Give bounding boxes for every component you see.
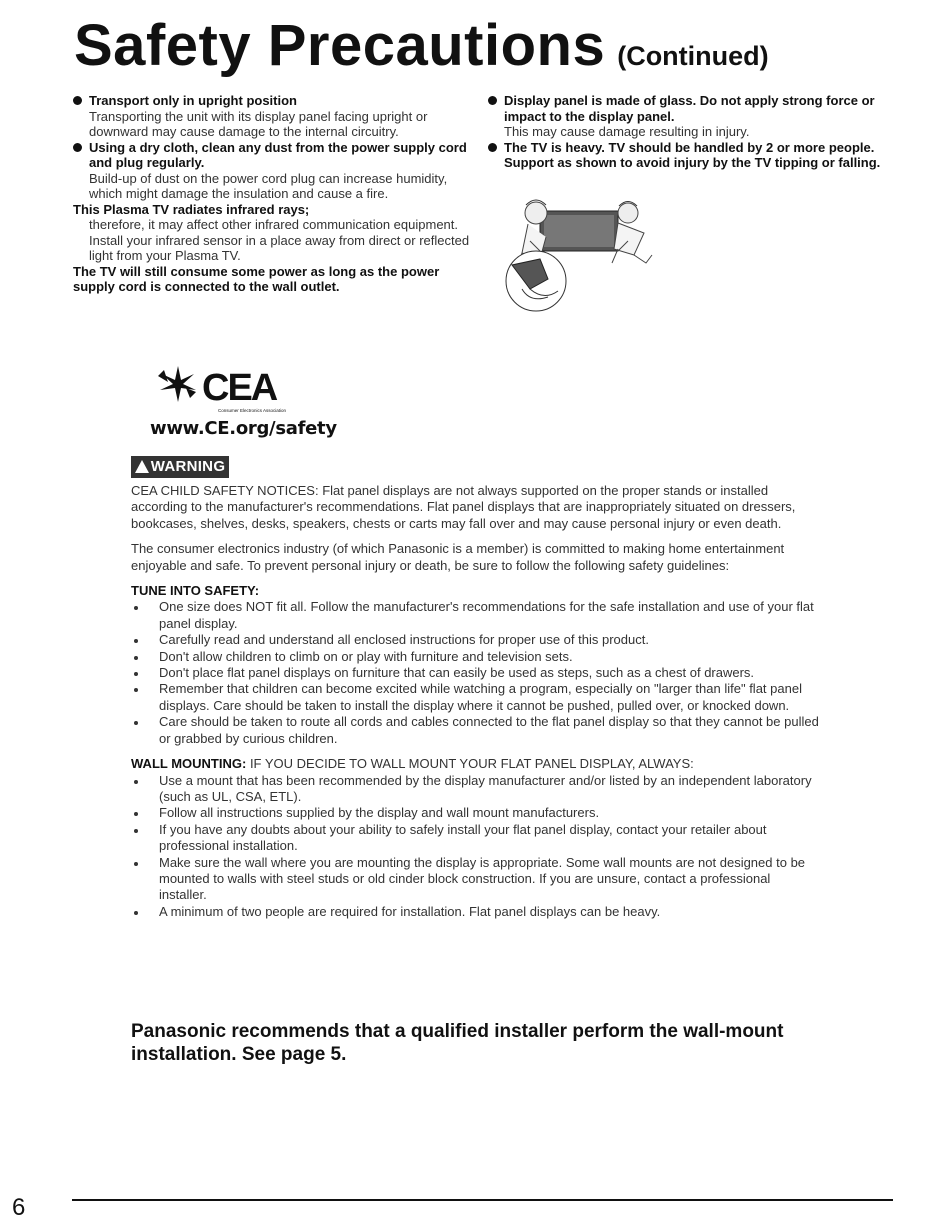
child-safety-paragraph: CEA CHILD SAFETY NOTICES: Flat panel displays are not always supported on the proper stands or installed according to the manufacturer's recommendations. Flat panel displays that are inappropriately situated on dressers, bookcases, shelves, desks, speakers, chests or carts may fall over and may cause personal injury or even death. xyxy=(131,483,796,531)
wall-mounting-heading xyxy=(131,756,821,772)
list-item: Make sure the wall where you are mounting the display is appropriate. Some wall mounts are not designed to be mounted to walls with steel studs or old cinder block construction. If you are unsure, contact a professional installer. xyxy=(131,855,821,904)
list-item: Carefully read and understand all enclosed instructions for proper use of this product. xyxy=(131,632,821,648)
footer-rule xyxy=(72,1199,893,1201)
safety-notice-body xyxy=(131,483,821,929)
bullet-heading: Display panel is made of glass. Do not apply strong force or impact to the display panel. xyxy=(504,93,875,124)
bullet-body: Build-up of dust on the power cord plug can increase humidity, which might damage the insulation and cause a fire. xyxy=(89,170,448,201)
bullet-heading: Using a dry cloth, clean any dust from the power supply cord and plug regularly. xyxy=(89,139,467,170)
bullet-body: This may cause damage resulting in injury. xyxy=(504,124,750,139)
wall-mounting-heading-rest: IF YOU DECIDE TO WALL MOUNT YOUR FLAT PANEL DISPLAY, ALWAYS: xyxy=(249,756,694,772)
bullet-heading: Transport only in upright position xyxy=(89,93,297,108)
list-item: If you have any doubts about your ability to safely install your flat panel display, contact your retailer about professional installation. xyxy=(131,822,821,855)
title-sub: (Continued) xyxy=(617,41,769,71)
bullet-icon xyxy=(73,143,82,152)
list-item: Don't place flat panel displays on furniture that can easily be used as steps, such as a chest of drawers. xyxy=(131,665,821,681)
infrared-body: therefore, it may affect other infrared communication equipment. Install your infrared sensor in a place away from direct or reflected light from your Plasma TV. xyxy=(89,217,470,263)
bullet-heading: The TV is heavy. TV should be handled by 2 or more people. Support as shown to avoid injury by the TV tipping or falling. xyxy=(504,139,881,170)
list-item: One size does NOT fit all. Follow the manufacturer's recommendations for the safe installation and use of your flat panel display. xyxy=(131,599,821,632)
list-item: Remember that children can become excited while watching a program, especially on "larger than life" flat panel displays. Care should be taken to install the display where it cannot be pushed, pulled over, or knocked down. xyxy=(131,681,821,714)
bullet-body: Transporting the unit with its display panel facing upright or downward may cause damage to the internal circuitry. xyxy=(89,108,428,139)
page-title xyxy=(74,12,769,79)
wall-mounting-heading-bold: WALL MOUNTING: xyxy=(131,756,247,772)
title-main: Safety Precautions xyxy=(74,13,606,78)
wall-mounting-list xyxy=(131,773,821,921)
list-item: Use a mount that has been recommended by the display manufacturer and/or listed by an independent laboratory (such as UL, CSA, ETL). xyxy=(131,773,821,806)
cea-association-text: Consumer Electronics Association xyxy=(218,408,287,413)
installer-recommendation: Panasonic recommends that a qualified installer perform the wall-mount installation. See page 5. xyxy=(131,1021,784,1065)
tv-carrying-illustration xyxy=(500,193,660,315)
tune-into-safety-heading: TUNE INTO SAFETY: xyxy=(131,583,260,599)
cea-url: www.CE.org/safety xyxy=(150,418,337,439)
list-item: Care should be taken to route all cords and cables connected to the flat panel display so that they cannot be pulled or grabbed by curious children. xyxy=(131,714,821,747)
right-bullet-heavy xyxy=(488,140,898,171)
list-item: Don't allow children to climb on or play with furniture and television sets. xyxy=(131,649,821,665)
industry-paragraph: The consumer electronics industry (of which Panasonic is a member) is committed to making home entertainment enjoyable and safe. To prevent personal injury or death, be sure to follow the following safety guidelines: xyxy=(131,541,785,573)
infrared-note xyxy=(73,202,478,264)
cea-logo-text: CEA xyxy=(202,367,277,409)
infrared-heading: This Plasma TV radiates infrared rays; xyxy=(73,201,310,217)
tune-into-safety-list xyxy=(131,599,821,747)
bullet-icon xyxy=(488,96,497,105)
left-bullet-dust xyxy=(73,140,478,202)
list-item: A minimum of two people are required for installation. Flat panel displays can be heavy. xyxy=(131,904,821,920)
right-bullet-glass xyxy=(488,93,898,140)
bullet-icon xyxy=(488,143,497,152)
list-item: Follow all instructions supplied by the display and wall mount manufacturers. xyxy=(131,805,821,821)
page-number: 6 xyxy=(12,1194,26,1221)
right-column xyxy=(488,93,898,171)
warning-label xyxy=(131,456,229,478)
warning-text: WARNING xyxy=(150,458,226,475)
bullet-icon xyxy=(73,96,82,105)
power-note-text: The TV will still consume some power as long as the power supply cord is connected to the wall outlet. xyxy=(73,263,440,294)
power-note xyxy=(73,264,478,295)
warning-triangle-icon xyxy=(135,460,149,473)
left-bullet-transport xyxy=(73,93,478,140)
left-column xyxy=(73,93,478,295)
